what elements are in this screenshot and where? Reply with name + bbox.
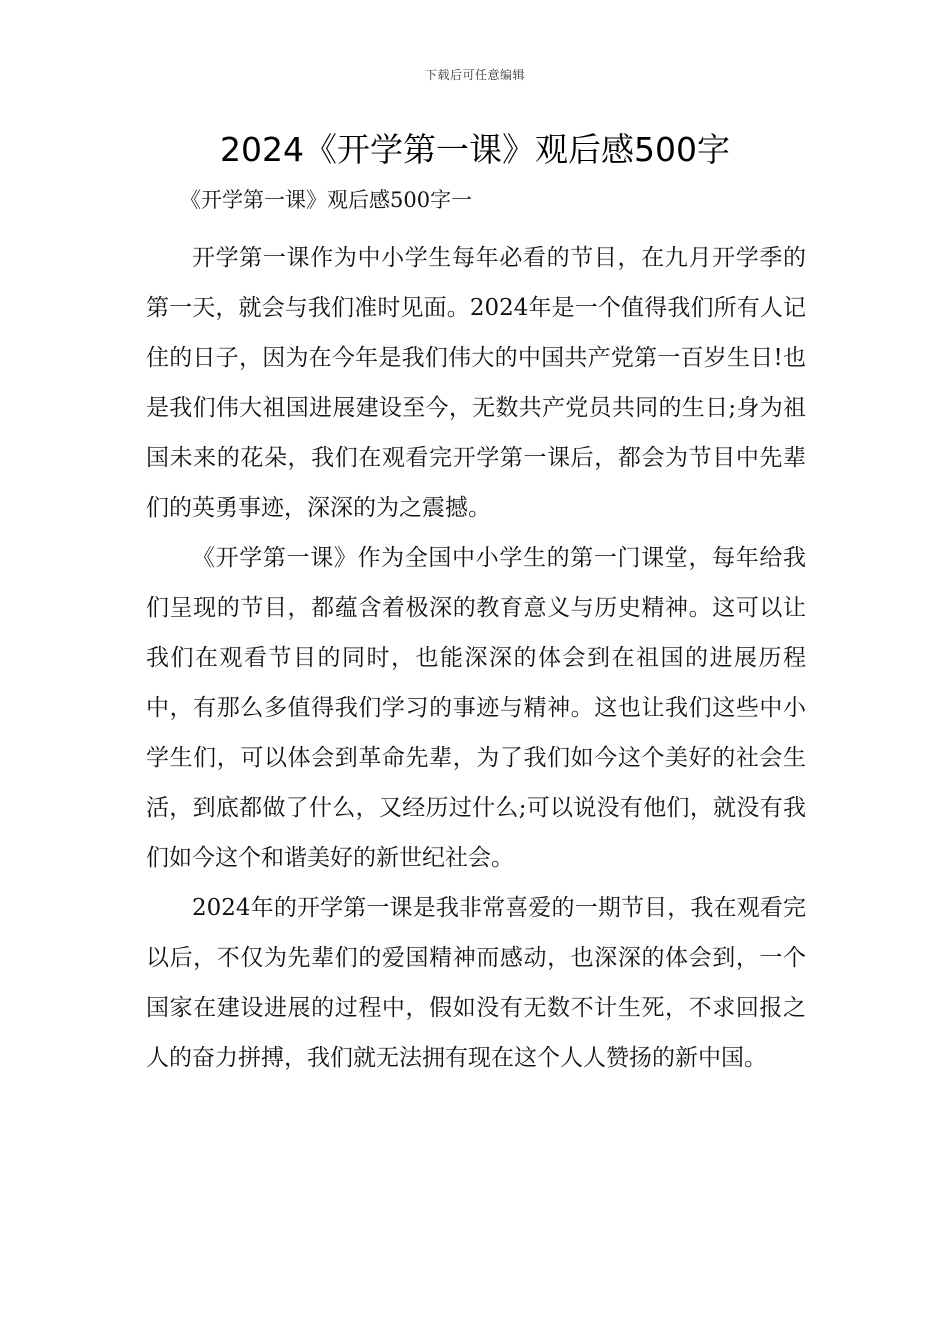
header-note: 下载后可任意编辑 [424, 68, 525, 82]
paragraph-2: 《开学第一课》作为全国中小学生的第一门课堂，每年给我们呈现的节目，都蕴含着极深的教育意义与历史精神。这可以让我们在观看节目的同时，也能深深的体会到在祖国的进展历程中，有那么多值得我们学习的事迹与精神。这也让我们这些中小学生们，可以体会到革命先辈，为了我们如今这个美好的社会生活，到底都做了什么，又经历过什么;可以说没有他们，就没有我们如今这个和谐美好的新世纪社会。 [146, 545, 806, 871]
section-subtitle: 《开学第一课》观后感500字一 [180, 188, 473, 212]
paragraph-1: 开学第一课作为中小学生每年必看的节目，在九月开学季的第一天，就会与我们准时见面。2024年是一个值得我们所有人记住的日子，因为在今年是我们伟大的中国共产党第一百岁生日!也是我们伟大祖国进展建设至今，无数共产党员共同的生日;身为祖国未来的花朵，我们在观看完开学第一课后，都会为节目中先辈们的英勇事迹，深深的为之震撼。 [146, 245, 806, 521]
document-title: 2024《开学第一课》观后感500字 [220, 130, 730, 169]
paragraph-3: 2024年的开学第一课是我非常喜爱的一期节目，我在观看完以后，不仅为先辈们的爱国精神而感动，也深深的体会到，一个国家在建设进展的过程中，假如没有无数不计生死，不求回报之人的奋力拼搏，我们就无法拥有现在这个人人赞扬的新中国。 [146, 895, 806, 1071]
document-body [146, 184, 806, 1083]
